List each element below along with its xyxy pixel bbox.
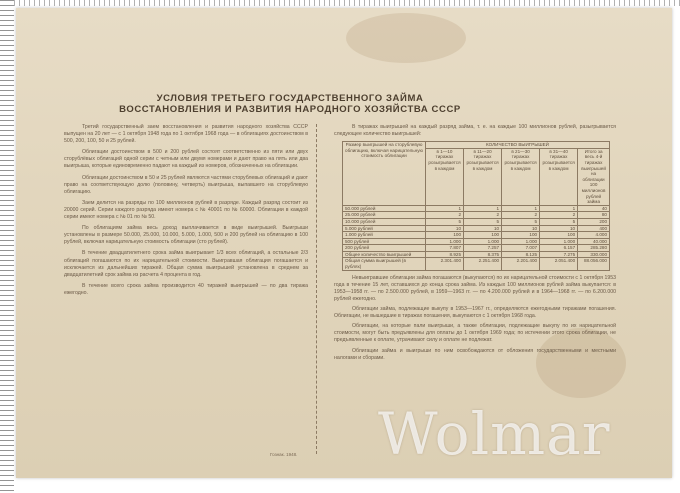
cell: 5	[464, 218, 502, 225]
left-paragraph: Облигации достоинством в 50 и 25 рублей являются частями сторублевых облигаций и дают право на соответствующую долю (половину, четверть) выигрыша, выпавшего на сторублевую облигацию.	[64, 174, 308, 195]
cell: 1.000	[426, 238, 464, 245]
cell: 1	[426, 205, 464, 212]
cell: 1.000	[540, 238, 578, 245]
cell: 285.280	[578, 245, 610, 252]
header-total: Итого за весь 4-й тиражах выигрышей на облигации 100 миллионов рублей займа	[578, 148, 610, 205]
cell: 8.925	[426, 251, 464, 258]
row-label: 1.000 рублей	[343, 232, 426, 239]
cell: 2	[464, 212, 502, 219]
cell: 7.275	[540, 251, 578, 258]
table-row	[343, 232, 610, 239]
cell: 1	[502, 205, 540, 212]
row-label: 50.000 рублей	[343, 205, 426, 212]
left-paragraph: В течение двадцатилетнего срока займа выигрывает 1/3 всех облигаций, а остальные 2/3 облигаций погашаются по их нарицательной стоимости. Выигравшая облигация погашается и исключается из дальнейших тиражей. Общая сумма выигрышей установлена в среднем за двадцатилетний срок займа из расчета 4 процента в год.	[64, 250, 308, 278]
table-header-row	[343, 142, 610, 149]
cell: 100	[464, 232, 502, 239]
cell: 5	[540, 218, 578, 225]
table-total-sum-row	[343, 258, 610, 270]
cell: 1.000	[502, 238, 540, 245]
title-line-2: ВОССТАНОВЛЕНИЯ И РАЗВИТИЯ НАРОДНОГО ХОЗЯЙСТВА СССР	[119, 104, 461, 115]
header-quantity: КОЛИЧЕСТВО ВЫИГРЫШЕЙ	[426, 142, 610, 149]
table-row	[343, 205, 610, 212]
cell: 10	[426, 225, 464, 232]
table-row	[343, 225, 610, 232]
left-paragraph: Заем делится на разряды по 100 миллионов рублей в разряде. Каждый разряд состоит из 20000 серий. Серии каждого разряда имеют номера с № 40001 по № 60000. Облигации в каждой серии имеют номера с № 01 по № 50.	[64, 199, 308, 221]
cell: 5	[426, 218, 464, 225]
left-paragraph: По облигациям займа весь доход выплачивается в виде выигрышей. Выигрыши установлены в размере 50.000, 25.000, 10.000, 5.000, 1.000, 500 и 200 рублей на облигацию в 100 рублей, включая нарицательную стоимость облигации (сто рублей).	[64, 225, 308, 246]
prize-table	[342, 141, 610, 270]
header-prize-size: Размер выигрышей на сторублевую облигацию, включая нарицательную стоимость облигации	[343, 142, 426, 206]
cell: 1.000	[464, 238, 502, 245]
left-paragraph: Облигации достоинством в 500 и 200 рублей состоят соответственно из пяти или двух сторублёвых облигаций одной серии с четным или двумя номерами и дают право на пять или два выигрыша, которые единовременно падают на каждый из номеров, обозначенных на облигации.	[64, 149, 308, 170]
paper-stain	[346, 13, 466, 63]
cell: 8.375	[464, 251, 502, 258]
scanner-ruler-left	[0, 0, 14, 493]
left-paragraph: Третий государственный заем восстановления и развития народного хозяйства СССР выпущен на 20 лет — с 1 октября 1948 года по 1 октября 1968 года — в облигациях достоинством в 500, 200, 100, 50 и 25 рублей.	[64, 124, 308, 145]
cell: 7.807	[426, 245, 464, 252]
cell: 2.201.400	[502, 258, 540, 270]
table-row	[343, 238, 610, 245]
header-draws-21-30: в 21—30 тиражах розыгрывается в каждом	[502, 148, 540, 205]
right-paragraph: Облигации, на которые пали выигрыши, а также облигации, подлежащие выкупу по их нарицательной стоимости, могут быть предъявлены для оплаты до 1 октября 1969 года; по истечении этого срока облигации, не предъявленные к оплате, утрачивают силу и оплате не подлежат.	[334, 323, 616, 344]
row-label: 500 рублей	[343, 238, 426, 245]
cell: 400	[578, 225, 610, 232]
row-label: 25.000 рублей	[343, 212, 426, 219]
cell: 100	[426, 232, 464, 239]
cell: 80	[578, 212, 610, 219]
cell: 10	[464, 225, 502, 232]
cell: 100	[502, 232, 540, 239]
table-row	[343, 212, 610, 219]
column-divider	[316, 124, 317, 454]
cell: 2.051.400	[540, 258, 578, 270]
cell: 330.000	[578, 251, 610, 258]
cell: 2.301.400	[426, 258, 464, 270]
table-row	[343, 218, 610, 225]
cell: 6.157	[540, 245, 578, 252]
cell: 2.251.400	[464, 258, 502, 270]
row-label: 5.000 рублей	[343, 225, 426, 232]
header-draws-1-10: в 1—10 тиражах розыгрывается в каждом	[426, 148, 464, 205]
cell: 5	[502, 218, 540, 225]
right-paragraph: Невыигравшие облигации займа погашаются (выкупаются) по их нарицательной стоимости с 1 октября 1953 года в течение 15 лет, оставшихся до конца срока займа. Из каждых 100 миллионов рублей займа выкупается: в 1953—1958 гг. — по 2.500.000 рублей, в 1959—1963 гг. — по 4.200.000 рублей и в 1964—1968 гг. — по 6.200.000 рублей ежегодно.	[334, 274, 616, 302]
row-label: 200 рублей	[343, 245, 426, 252]
cell: 4.000	[578, 232, 610, 239]
left-paragraph: В течение всего срока займа производится 40 тиражей выигрышей — по два тиража ежегодно.	[64, 282, 308, 296]
right-intro: В тиражах выигрышей на каждый разряд займа, т. е. на каждые 100 миллионов рублей, разыгрывается следующее количество выигрышей:	[334, 124, 616, 138]
row-label: Общее количество выигрышей	[343, 251, 426, 258]
row-label: Общая сумма выигрышей (в рублях)	[343, 258, 426, 270]
cell: 7.257	[464, 245, 502, 252]
right-column	[334, 124, 616, 365]
cell: 10	[502, 225, 540, 232]
table-row	[343, 245, 610, 252]
cell: 10	[540, 225, 578, 232]
cell: 2	[426, 212, 464, 219]
watermark-logo: Wolmar	[378, 400, 611, 468]
cell: 40	[578, 205, 610, 212]
header-draws-31-40: в 31—40 тиражах розыгрывается в каждом	[540, 148, 578, 205]
scanner-ruler-top	[14, 0, 680, 6]
row-label: 10.000 рублей	[343, 218, 426, 225]
cell: 2	[502, 212, 540, 219]
cell: 1	[540, 205, 578, 212]
header-draws-11-20: в 11—20 тиражах розыгрывается в каждом	[464, 148, 502, 205]
printer-mark: Гознак. 1948.	[270, 452, 298, 457]
left-column	[64, 124, 308, 301]
title-line-1: УСЛОВИЯ ТРЕТЬЕГО ГОСУДАРСТВЕННОГО ЗАЙМА	[156, 93, 424, 104]
cell: 2	[540, 212, 578, 219]
cell: 200	[578, 218, 610, 225]
cell: 40.000	[578, 238, 610, 245]
cell: 100	[540, 232, 578, 239]
cell: 8.125	[502, 251, 540, 258]
right-paragraph: Облигации займа, подлежащие выкупу в 1953—1967 гг., определяются ежегодными тиражами погашения. Облигации, не вышедшие в тиражах погашения, выкупаются с 1 октября 1968 года.	[334, 306, 616, 320]
cell: 1	[464, 205, 502, 212]
cell: 88.056.000	[578, 258, 610, 270]
table-total-count-row	[343, 251, 610, 258]
cell: 7.007	[502, 245, 540, 252]
right-paragraph: Облигации займа и выигрыши по ним освобождаются от обложения государственными и местными налогами и сборами.	[334, 347, 616, 361]
